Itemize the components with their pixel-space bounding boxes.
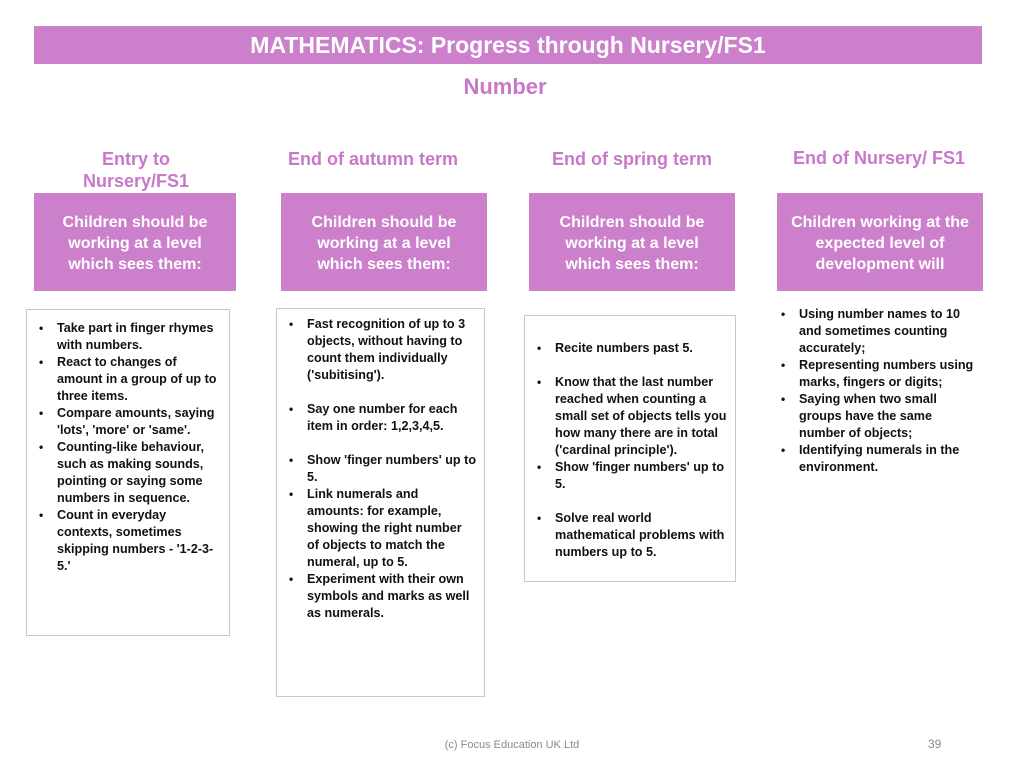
list-item: • Counting-like behaviour, such as making sounds, pointing or saying some numbers in sequence.	[35, 439, 223, 507]
expectation-box-entry: Children should be working at a level which sees them:	[34, 193, 236, 291]
list-item: • Say one number for each item in order: 1,2,3,4,5.	[285, 401, 476, 435]
expectation-box-end-nursery: Children working at the expected level of development will	[777, 193, 983, 291]
outcomes-list-end-nursery	[772, 306, 984, 506]
page-subtitle: Number	[463, 74, 547, 99]
list-item: • Show 'finger numbers' up to 5.	[533, 459, 727, 493]
list-item: • Count in everyday contexts, sometimes skipping numbers - '1-2-3-5.'	[35, 507, 223, 575]
outcomes-list-entry	[26, 309, 230, 636]
list-item: • Recite numbers past 5.	[533, 340, 727, 357]
column-heading-end-nursery: End of Nursery/ FS1	[792, 148, 966, 168]
outcomes-list-autumn	[276, 308, 485, 697]
list-item: • Experiment with their own symbols and marks as well as numerals.	[285, 571, 476, 622]
list-item: • Take part in finger rhymes with numbers.	[35, 320, 223, 354]
column-heading-autumn: End of autumn term	[288, 149, 458, 169]
list-item: • Representing numbers using marks, fingers or digits;	[777, 357, 978, 391]
copyright-notice: (c) Focus Education UK Ltd	[444, 739, 580, 751]
list-item: • Show 'finger numbers' up to 5.	[285, 452, 476, 486]
list-item: • Using number names to 10 and sometimes counting accurately;	[777, 306, 978, 357]
list-item: • Saying when two small groups have the same number of objects;	[777, 391, 978, 442]
outcomes-list-spring	[524, 315, 736, 582]
column-heading-spring: End of spring term	[551, 149, 712, 169]
list-item: • Solve real world mathematical problems with numbers up to 5.	[533, 510, 727, 561]
page-title-banner	[34, 26, 982, 64]
expectation-box-spring: Children should be working at a level which sees them:	[529, 193, 735, 291]
list-item: • Compare amounts, saying 'lots', 'more' or 'same'.	[35, 405, 223, 439]
list-item: • Know that the last number reached when counting a small set of objects tells you how many there are in total ('cardinal principle').	[533, 374, 727, 459]
page-number: 39	[928, 737, 942, 751]
list-item: • Link numerals and amounts: for example, showing the right number of objects to match the numeral, up to 5.	[285, 486, 476, 571]
column-heading-entry: Entry to Nursery/FS1	[82, 149, 190, 191]
expectation-box-autumn: Children should be working at a level which sees them:	[281, 193, 487, 291]
list-item: • Identifying numerals in the environment.	[777, 442, 978, 476]
page-title: MATHEMATICS: Progress through Nursery/FS1	[250, 32, 766, 58]
list-item: • React to changes of amount in a group of up to three items.	[35, 354, 223, 405]
list-item: • Fast recognition of up to 3 objects, without having to count them individually ('subitising').	[285, 316, 476, 384]
